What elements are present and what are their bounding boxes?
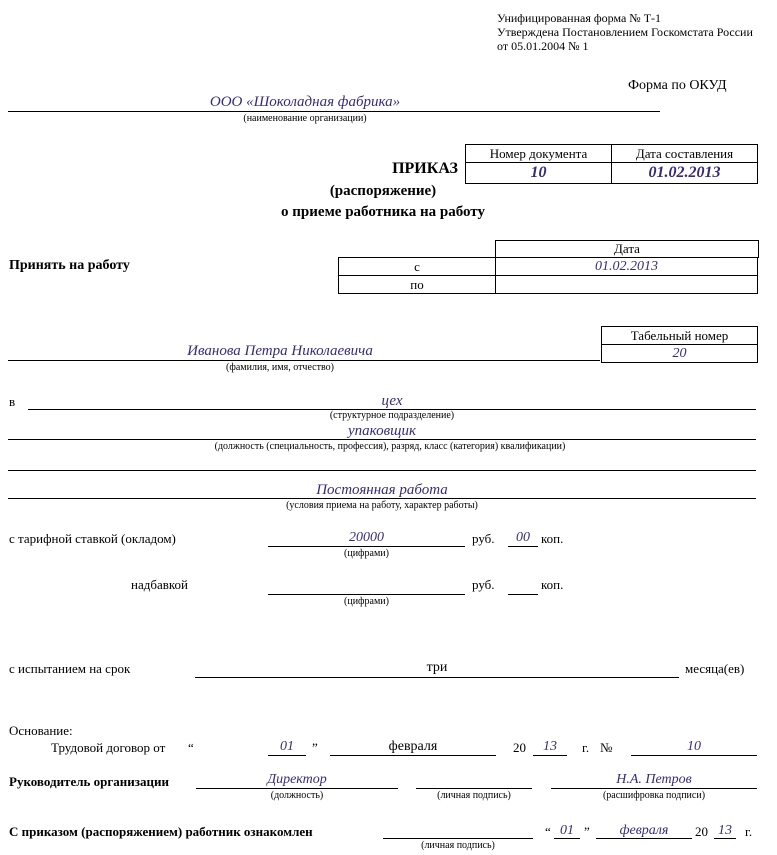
employee-name-line [8, 360, 600, 361]
employee-name-caption: (фамилия, имя, отчество) [226, 362, 334, 373]
basis-number-value[interactable]: 10 [687, 739, 701, 754]
bonus-caption: (цифрами) [344, 596, 389, 607]
bonus-label: надбавкой [131, 577, 188, 592]
ack-day-line [554, 838, 580, 839]
bonus-rub-label: руб. [472, 577, 495, 592]
salary-label: с тарифной ставкой (окладом) [9, 531, 176, 546]
title-rasporyazhenie: (распоряжение) [329, 183, 437, 199]
tab-number-value[interactable]: 20 [602, 345, 758, 363]
hire-to-value[interactable] [496, 276, 758, 294]
doc-date-value[interactable]: 01.02.2013 [612, 163, 758, 184]
ack-label: С приказом (распоряжением) работник ознакомлен [9, 824, 313, 839]
hire-date-header: Дата [495, 240, 759, 258]
hire-from-value[interactable]: 01.02.2013 [496, 258, 758, 276]
basis-quote-close: ” [312, 740, 318, 755]
salary-kop-value[interactable]: 00 [516, 530, 530, 545]
ack-day-value[interactable]: 01 [560, 823, 574, 838]
bonus-kop-line [508, 594, 538, 595]
conditions-line [8, 498, 756, 499]
unit-value[interactable]: цех [381, 393, 403, 409]
basis-year-value[interactable]: 13 [543, 739, 557, 754]
hire-to-label: по [339, 276, 496, 294]
basis-number-line [631, 755, 757, 756]
basis-day-line [268, 755, 306, 756]
salary-kop-label: коп. [541, 531, 564, 546]
position-caption: (должность (специальность, профессия), разряд, класс (категория) квалификации) [214, 441, 566, 452]
salary-line [268, 546, 465, 547]
bonus-kop-label: коп. [541, 577, 564, 592]
bonus-line [268, 594, 465, 595]
salary-value[interactable]: 20000 [349, 530, 384, 545]
org-name-value[interactable]: ООО «Шоколадная фабрика» [209, 94, 401, 110]
title-prikaz: ПРИКАЗ [392, 160, 458, 177]
hire-from-label: с [339, 258, 496, 276]
basis-num-sign: № [600, 740, 613, 755]
conditions-caption: (условия приема на работу, характер работы) [286, 500, 478, 511]
doc-number-value[interactable]: 10 [466, 163, 612, 184]
salary-caption: (цифрами) [344, 548, 389, 559]
unit-prefix: в [9, 394, 16, 409]
doc-date-header: Дата составления [612, 145, 758, 163]
ack-signature-caption: (личная подпись) [421, 840, 495, 851]
hire-label: Принять на работу [9, 258, 130, 273]
employee-name-value[interactable]: Иванова Петра Николаевича [187, 343, 373, 359]
ack-signature-line[interactable] [383, 838, 533, 839]
form-header-line2: Утверждена Постановлением Госкомстата России [497, 25, 753, 39]
doc-number-header: Номер документа [466, 145, 612, 163]
conditions-value[interactable]: Постоянная работа [316, 482, 448, 498]
probation-line [195, 677, 679, 678]
ack-year-line [714, 838, 736, 839]
probation-label: с испытанием на срок [9, 661, 131, 676]
salary-rub-label: руб. [472, 531, 495, 546]
basis-month-line [330, 755, 496, 756]
form-header-line3: от 05.01.2004 № 1 [497, 39, 589, 53]
basis-year-suffix: г. [582, 740, 590, 755]
head-decoding-caption: (расшифровка подписи) [602, 790, 706, 801]
head-signature-caption: (личная подпись) [437, 790, 511, 801]
basis-label: Основание: [9, 723, 73, 738]
ack-year-value[interactable]: 13 [718, 823, 732, 838]
tab-number-table [601, 326, 758, 363]
head-position-caption: (должность) [270, 790, 324, 801]
tab-number-header: Табельный номер [602, 327, 758, 345]
ack-month-line [596, 838, 692, 839]
title-subject: о приеме работника на работу [281, 204, 485, 220]
head-label: Руководитель организации [9, 774, 169, 789]
basis-contract-label: Трудовой договор от [51, 740, 166, 755]
basis-day-value[interactable]: 01 [280, 739, 294, 754]
ack-quote-close: ” [584, 824, 590, 839]
okud-label: Форма по ОКУД [628, 78, 727, 93]
position-extra-line [8, 470, 756, 471]
basis-quote-open: “ [188, 740, 194, 755]
unit-caption: (структурное подразделение) [329, 410, 455, 421]
head-position-value[interactable]: Директор [267, 772, 327, 787]
position-value[interactable]: упаковщик [348, 423, 416, 439]
ack-month-value[interactable]: февраля [619, 823, 669, 838]
ack-year-suffix: г. [745, 824, 753, 839]
org-name-line [8, 111, 660, 112]
head-decoding-line [551, 788, 757, 789]
head-signature-line[interactable] [416, 788, 532, 789]
head-position-line [196, 788, 398, 789]
org-name-caption: (наименование организации) [243, 113, 367, 124]
basis-year-prefix: 20 [513, 740, 526, 755]
basis-year-line [533, 755, 567, 756]
ack-quote-open: “ [545, 824, 551, 839]
basis-month-value[interactable]: февраля [388, 739, 438, 754]
form-header-line1: Унифицированная форма № Т-1 [497, 11, 662, 25]
probation-suffix: месяца(ев) [685, 661, 745, 676]
salary-kop-line [508, 546, 538, 547]
head-decoding-value[interactable]: Н.А. Петров [616, 772, 692, 787]
hire-dates-table [338, 257, 758, 294]
position-line [8, 439, 756, 440]
probation-value[interactable]: три [426, 660, 448, 675]
ack-year-prefix: 20 [695, 824, 708, 839]
